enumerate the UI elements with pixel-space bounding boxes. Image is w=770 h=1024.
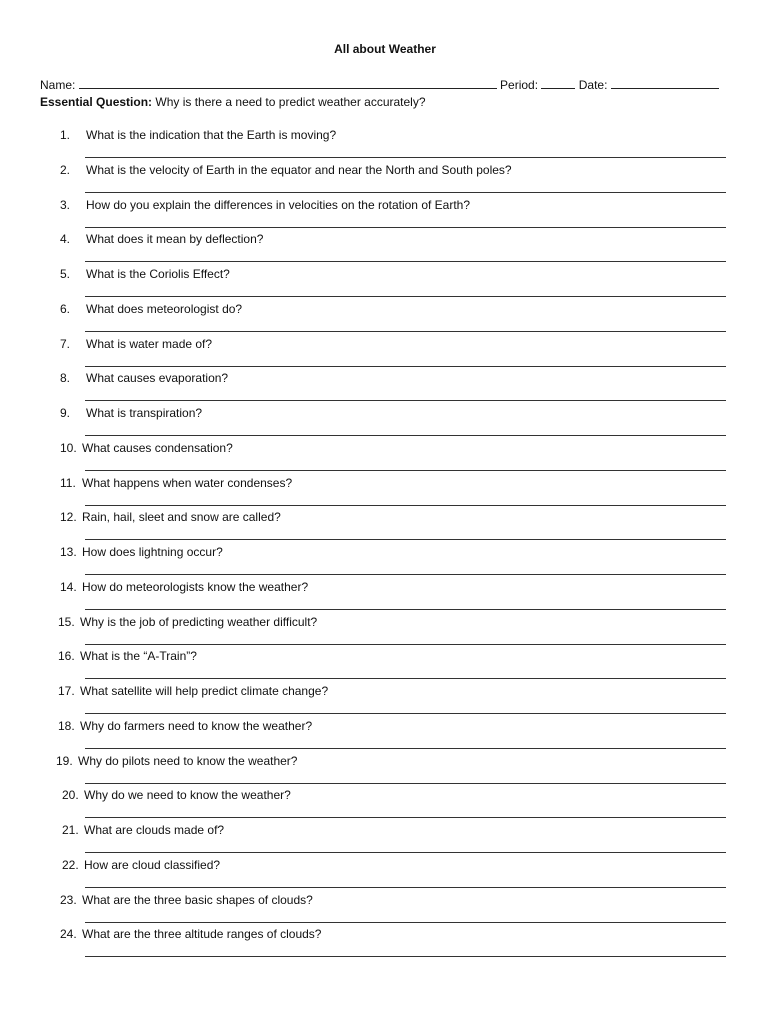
question-prompt: What satellite will help predict climate change?	[80, 684, 329, 698]
answer-line[interactable]	[85, 644, 726, 645]
essential-question-text: Why is there a need to predict weather accurately?	[155, 95, 426, 109]
question-text	[60, 406, 202, 420]
question-text	[60, 163, 512, 177]
question-text	[60, 927, 321, 941]
period-label: Period:	[500, 78, 539, 92]
question-prompt: What are the three basic shapes of clouds?	[82, 892, 313, 907]
date-field[interactable]	[611, 77, 719, 89]
answer-line[interactable]	[85, 470, 726, 471]
question-prompt: What causes condensation?	[82, 440, 233, 455]
question-prompt: What does meteorologist do?	[86, 301, 243, 316]
question-text	[60, 545, 223, 559]
essential-question-label: Essential Question:	[40, 95, 153, 109]
question-item	[0, 615, 770, 650]
question-prompt: Why do we need to know the weather?	[84, 788, 291, 803]
question-item	[0, 649, 770, 684]
question-item	[0, 754, 770, 789]
question-number: 24.	[60, 927, 77, 942]
answer-line[interactable]	[85, 922, 726, 923]
answer-line[interactable]	[85, 505, 726, 506]
question-item	[0, 337, 770, 372]
question-item	[0, 823, 770, 858]
question-item	[0, 406, 770, 441]
question-prompt: What is transpiration?	[86, 406, 203, 420]
question-number: 10.	[60, 440, 77, 455]
question-text	[60, 371, 228, 385]
answer-line[interactable]	[85, 435, 726, 436]
question-prompt: Why do farmers need to know the weather?	[80, 718, 313, 733]
question-prompt: What happens when water condenses?	[82, 475, 293, 490]
question-text	[60, 893, 313, 907]
question-item	[0, 232, 770, 267]
answer-line[interactable]	[85, 748, 726, 749]
question-number: 2.	[60, 162, 71, 177]
question-item	[0, 163, 770, 198]
question-prompt: What is the indication that the Earth is moving?	[86, 128, 337, 142]
question-number: 5.	[60, 267, 71, 281]
date-label: Date:	[578, 78, 608, 92]
answer-line[interactable]	[85, 192, 726, 193]
question-prompt: Why do pilots need to know the weather?	[78, 753, 298, 768]
question-item	[0, 441, 770, 476]
answer-line[interactable]	[85, 296, 726, 297]
question-text	[62, 788, 291, 802]
name-label: Name:	[40, 78, 76, 92]
question-number: 1.	[60, 128, 71, 142]
question-item	[0, 788, 770, 823]
question-text	[62, 823, 224, 837]
question-number: 8.	[60, 371, 71, 386]
question-number: 6.	[60, 301, 71, 316]
question-item	[0, 510, 770, 545]
question-number: 7.	[60, 336, 71, 351]
question-number: 23.	[60, 892, 77, 907]
question-prompt: How does lightning occur?	[82, 545, 223, 559]
question-prompt: Why is the job of predicting weather difficult?	[80, 614, 318, 629]
question-number: 20.	[62, 788, 79, 803]
answer-line[interactable]	[85, 852, 726, 853]
answer-line[interactable]	[85, 366, 726, 367]
answer-line[interactable]	[85, 157, 726, 158]
question-prompt: What are the three altitude ranges of clouds?	[82, 927, 322, 942]
question-item	[0, 719, 770, 754]
question-item	[0, 128, 770, 163]
question-prompt: What is the “A-Train”?	[80, 649, 197, 664]
question-item	[0, 893, 770, 928]
question-text	[60, 128, 336, 142]
answer-line[interactable]	[85, 261, 726, 262]
question-number: 18.	[58, 718, 75, 733]
question-item	[0, 545, 770, 580]
period-field[interactable]	[541, 77, 575, 89]
question-prompt: How do you explain the differences in velocities on the rotation of Earth?	[86, 197, 471, 212]
question-number: 11.	[60, 475, 76, 490]
worksheet-title: All about Weather	[334, 42, 436, 56]
question-number: 16.	[58, 649, 75, 664]
question-item	[0, 267, 770, 302]
question-item	[0, 684, 770, 719]
question-text	[58, 684, 328, 698]
question-item	[0, 198, 770, 233]
essential-question	[40, 95, 426, 109]
question-prompt: How are cloud classified?	[84, 857, 221, 872]
student-info-row	[40, 77, 740, 92]
question-item	[0, 302, 770, 337]
question-number: 9.	[60, 406, 71, 420]
question-prompt: Rain, hail, sleet and snow are called?	[82, 510, 281, 525]
answer-line[interactable]	[85, 713, 726, 714]
question-number: 22.	[62, 857, 79, 872]
answer-line[interactable]	[85, 956, 726, 957]
question-prompt: What does it mean by deflection?	[86, 232, 264, 247]
answer-line[interactable]	[85, 574, 726, 575]
question-item	[0, 580, 770, 615]
question-text	[60, 476, 292, 490]
question-text	[60, 510, 281, 524]
question-prompt: What is the Coriolis Effect?	[86, 267, 230, 281]
question-number: 19.	[56, 753, 73, 768]
question-text	[60, 198, 470, 212]
question-number: 13.	[60, 545, 77, 559]
question-text	[60, 232, 263, 246]
answer-line[interactable]	[85, 227, 726, 228]
question-text	[56, 754, 297, 768]
question-number: 12.	[60, 510, 77, 525]
question-item	[0, 927, 770, 962]
question-number: 14.	[60, 579, 77, 594]
question-text	[60, 302, 242, 316]
question-text	[60, 267, 230, 281]
question-prompt: What is water made of?	[86, 336, 213, 351]
question-text	[60, 580, 308, 594]
answer-line[interactable]	[85, 783, 726, 784]
answer-line[interactable]	[85, 400, 726, 401]
answer-line[interactable]	[85, 609, 726, 610]
question-text	[60, 441, 233, 455]
question-item	[0, 858, 770, 893]
question-number: 4.	[60, 232, 71, 247]
answer-line[interactable]	[85, 887, 726, 888]
answer-line[interactable]	[85, 331, 726, 332]
question-number: 21.	[62, 823, 79, 837]
question-item	[0, 371, 770, 406]
question-prompt: What is the velocity of Earth in the equator and near the North and South poles?	[86, 162, 512, 177]
question-text	[58, 615, 317, 629]
question-number: 17.	[58, 684, 75, 698]
answer-line[interactable]	[85, 817, 726, 818]
question-text	[62, 858, 220, 872]
question-number: 3.	[60, 197, 71, 212]
question-text	[58, 649, 197, 663]
question-prompt: What causes evaporation?	[86, 371, 229, 386]
name-field[interactable]	[79, 77, 497, 89]
question-text	[58, 719, 312, 733]
answer-line[interactable]	[85, 678, 726, 679]
question-prompt: How do meteorologists know the weather?	[82, 579, 309, 594]
question-number: 15.	[58, 614, 75, 629]
question-item	[0, 476, 770, 511]
question-prompt: What are clouds made of?	[84, 823, 225, 837]
answer-line[interactable]	[85, 539, 726, 540]
question-text	[60, 337, 212, 351]
